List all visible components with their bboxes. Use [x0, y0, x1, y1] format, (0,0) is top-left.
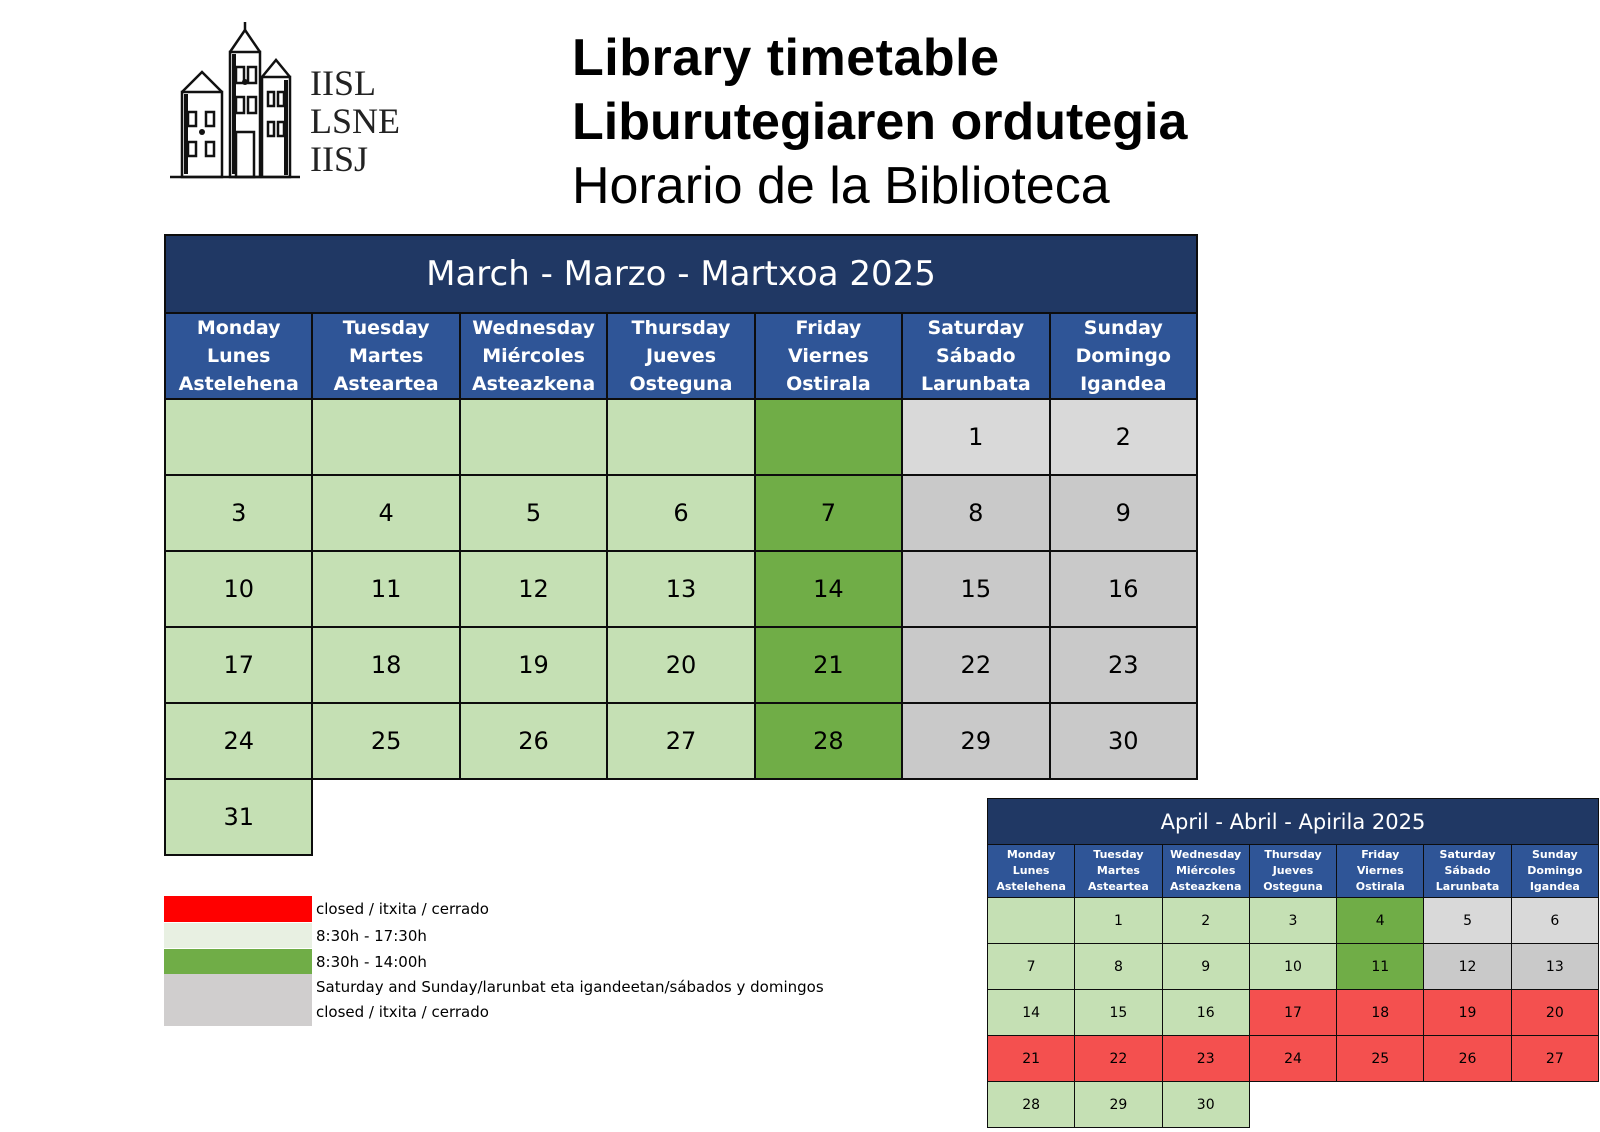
- page-titles: [572, 26, 1187, 218]
- institute-logo: [170, 22, 410, 192]
- building-sketch-icon: [170, 22, 300, 192]
- calendar-day-cell: [312, 399, 459, 475]
- calendar-day-cell: 27: [607, 703, 754, 779]
- calendar-week-row: [988, 990, 1599, 1036]
- calendar-day-cell: 14: [755, 551, 902, 627]
- weekday-label: Lunes: [1012, 864, 1050, 877]
- calendar-empty-cell: [1511, 1082, 1598, 1128]
- weekday-label: Tuesday: [342, 317, 430, 339]
- calendar-day-cell: 20: [607, 627, 754, 703]
- calendar-day-cell: 6: [1511, 898, 1598, 944]
- calendar-day-cell: 14: [988, 990, 1075, 1036]
- weekday-header: [1162, 845, 1249, 898]
- weekday-label: Monday: [1006, 848, 1056, 861]
- legend-swatch: [164, 949, 312, 974]
- calendar-day-cell: 31: [165, 779, 312, 855]
- calendar-day-cell: 30: [1050, 703, 1197, 779]
- weekday-label: Martes: [348, 345, 424, 367]
- calendar-day-cell: 5: [460, 475, 607, 551]
- calendar-day-cell: 16: [1162, 990, 1249, 1036]
- calendar-day-cell: 13: [1511, 944, 1598, 990]
- weekday-label: Asteartea: [333, 373, 439, 395]
- legend-label: closed / itxita / cerrado: [316, 900, 489, 918]
- calendar-day-cell: 25: [312, 703, 459, 779]
- calendar-week-row: [988, 898, 1599, 944]
- calendar-day-cell: 25: [1337, 1036, 1424, 1082]
- calendar-day-cell: [755, 399, 902, 475]
- calendar-day-cell: [165, 399, 312, 475]
- weekday-label: Domingo: [1527, 864, 1583, 877]
- logo-line: LSNE: [310, 101, 400, 141]
- legend-item-half-day: [164, 949, 864, 975]
- logo-line: IISL: [310, 63, 376, 103]
- april-calendar: [987, 798, 1599, 1128]
- weekday-header: [1075, 845, 1162, 898]
- weekday-label: Wednesday: [1170, 848, 1242, 861]
- logo-line: IISJ: [310, 139, 369, 179]
- weekday-label: Osteguna: [1263, 880, 1323, 893]
- weekday-label: Wednesday: [472, 317, 595, 339]
- calendar-empty-cell: [460, 779, 607, 855]
- calendar-day-cell: 19: [460, 627, 607, 703]
- calendar-day-cell: 3: [165, 475, 312, 551]
- calendar-day-cell: 13: [607, 551, 754, 627]
- calendar-day-cell: 4: [312, 475, 459, 551]
- weekday-header: [607, 313, 754, 399]
- weekday-label: Asteazkena: [1170, 880, 1242, 893]
- legend-swatch: [164, 974, 312, 1026]
- weekday-label: Viernes: [1356, 864, 1404, 877]
- calendar-day-cell: 21: [755, 627, 902, 703]
- weekday-label: Larunbata: [1435, 880, 1500, 893]
- calendar-week-row: [165, 399, 1197, 475]
- calendar-empty-cell: [1424, 1082, 1511, 1128]
- calendar-day-cell: 22: [902, 627, 1049, 703]
- weekday-label: Saturday: [927, 317, 1025, 339]
- legend-label: Saturday and Sunday/larunbat eta igandeetan/sábados y domingos: [316, 978, 824, 996]
- weekday-label: Viernes: [787, 345, 869, 367]
- calendar-day-cell: 1: [902, 399, 1049, 475]
- calendar-day-cell: 2: [1162, 898, 1249, 944]
- calendar-week-row: [165, 627, 1197, 703]
- weekday-label: Osteguna: [629, 373, 733, 395]
- calendar-day-cell: 1: [1075, 898, 1162, 944]
- weekday-label: Thursday: [1264, 848, 1322, 861]
- weekday-label: Miércoles: [1175, 864, 1236, 877]
- calendar-day-cell: 18: [312, 627, 459, 703]
- calendar-day-cell: 17: [165, 627, 312, 703]
- weekday-label: Larunbata: [920, 373, 1031, 395]
- weekday-label: Monday: [196, 317, 281, 339]
- calendar-day-cell: 26: [1424, 1036, 1511, 1082]
- calendar-day-cell: 21: [988, 1036, 1075, 1082]
- march-calendar-title: March - Marzo - Martxoa 2025: [165, 235, 1197, 313]
- calendar-week-row: [165, 475, 1197, 551]
- calendar-day-cell: 19: [1424, 990, 1511, 1036]
- weekday-label: Sábado: [1444, 864, 1491, 877]
- calendar-empty-cell: [312, 779, 459, 855]
- title-english: Library timetable: [572, 29, 1000, 87]
- weekday-label: Tuesday: [1093, 848, 1144, 861]
- calendar-week-row: [165, 703, 1197, 779]
- calendar-day-cell: 22: [1075, 1036, 1162, 1082]
- calendar-day-cell: 3: [1249, 898, 1336, 944]
- calendar-day-cell: 18: [1337, 990, 1424, 1036]
- calendar-empty-cell: [755, 779, 902, 855]
- weekday-label: Astelehena: [178, 373, 299, 395]
- calendar-day-cell: 26: [460, 703, 607, 779]
- weekday-label: Igandea: [1529, 880, 1580, 893]
- legend-label: 8:30h - 17:30h: [316, 927, 427, 945]
- calendar-week-row: [988, 944, 1599, 990]
- calendar-day-cell: 29: [902, 703, 1049, 779]
- calendar-day-cell: 16: [1050, 551, 1197, 627]
- weekday-header: [165, 313, 312, 399]
- weekday-header: [312, 313, 459, 399]
- calendar-week-row: [165, 551, 1197, 627]
- calendar-day-cell: 24: [1249, 1036, 1336, 1082]
- calendar-day-cell: 20: [1511, 990, 1598, 1036]
- calendar-day-cell: 12: [1424, 944, 1511, 990]
- weekday-label: Martes: [1096, 864, 1140, 877]
- april-calendar-title: April - Abril - Apirila 2025: [988, 799, 1599, 845]
- calendar-day-cell: 12: [460, 551, 607, 627]
- calendar-day-cell: 30: [1162, 1082, 1249, 1128]
- title-basque: Liburutegiaren ordutegia: [572, 93, 1188, 151]
- weekday-label: Ostirala: [1355, 880, 1405, 893]
- weekday-header: [902, 313, 1049, 399]
- weekday-label: Sunday: [1083, 317, 1163, 339]
- weekday-label: Jueves: [1272, 864, 1314, 877]
- legend-item-closed: [164, 896, 864, 923]
- calendar-day-cell: 7: [988, 944, 1075, 990]
- legend-swatch: [164, 923, 312, 948]
- calendar-day-cell: [607, 399, 754, 475]
- calendar-day-cell: 27: [1511, 1036, 1598, 1082]
- weekday-header: [1249, 845, 1336, 898]
- calendar-empty-cell: [607, 779, 754, 855]
- legend-item-full-day: [164, 923, 864, 949]
- weekday-header: [755, 313, 902, 399]
- calendar-day-cell: 11: [1337, 944, 1424, 990]
- legend-swatch: [164, 896, 312, 922]
- calendar-day-cell: 8: [902, 475, 1049, 551]
- calendar-day-cell: 10: [1249, 944, 1336, 990]
- calendar-day-cell: [988, 898, 1075, 944]
- calendar-day-cell: 7: [755, 475, 902, 551]
- weekday-label: Igandea: [1080, 373, 1167, 395]
- calendar-week-row: [988, 1082, 1599, 1128]
- calendar-day-cell: 5: [1424, 898, 1511, 944]
- weekday-label: Jueves: [645, 345, 716, 367]
- march-calendar: [164, 234, 1198, 856]
- weekday-label: Sunday: [1531, 848, 1578, 861]
- calendar-day-cell: 23: [1050, 627, 1197, 703]
- legend-label: 8:30h - 14:00h: [316, 953, 427, 971]
- weekday-header: [1511, 845, 1598, 898]
- calendar-day-cell: 15: [1075, 990, 1162, 1036]
- calendar-day-cell: 9: [1050, 475, 1197, 551]
- weekday-label: Sábado: [936, 345, 1016, 367]
- weekday-header: [988, 845, 1075, 898]
- weekday-label: Miércoles: [482, 345, 585, 367]
- weekday-label: Friday: [1361, 848, 1400, 861]
- weekday-label: Asteartea: [1088, 880, 1149, 893]
- calendar-day-cell: 10: [165, 551, 312, 627]
- title-spanish: Horario de la Biblioteca: [572, 157, 1110, 215]
- weekday-label: Friday: [795, 317, 862, 339]
- weekday-label: Thursday: [631, 317, 731, 339]
- weekday-header: [1337, 845, 1424, 898]
- weekday-header: [460, 313, 607, 399]
- calendar-week-row: [988, 1036, 1599, 1082]
- calendar-day-cell: 11: [312, 551, 459, 627]
- weekday-label: Asteazkena: [471, 373, 596, 395]
- weekday-label: Saturday: [1439, 848, 1496, 861]
- calendar-day-cell: [460, 399, 607, 475]
- calendar-day-cell: 24: [165, 703, 312, 779]
- calendar-day-cell: 28: [755, 703, 902, 779]
- weekday-label: Lunes: [207, 345, 271, 367]
- calendar-day-cell: 15: [902, 551, 1049, 627]
- logo-text: [310, 64, 400, 178]
- calendar-day-cell: 17: [1249, 990, 1336, 1036]
- weekday-label: Astelehena: [996, 880, 1066, 893]
- legend-label: closed / itxita / cerrado: [316, 1003, 489, 1021]
- calendar-day-cell: 2: [1050, 399, 1197, 475]
- calendar-day-cell: 4: [1337, 898, 1424, 944]
- weekday-header: [1424, 845, 1511, 898]
- weekday-label: Domingo: [1075, 345, 1171, 367]
- calendar-empty-cell: [1249, 1082, 1336, 1128]
- calendar-day-cell: 29: [1075, 1082, 1162, 1128]
- calendar-day-cell: 23: [1162, 1036, 1249, 1082]
- calendar-day-cell: 8: [1075, 944, 1162, 990]
- legend-item-weekend: [164, 974, 864, 1026]
- calendar-day-cell: 6: [607, 475, 754, 551]
- calendar-day-cell: 28: [988, 1082, 1075, 1128]
- weekday-header: [1050, 313, 1197, 399]
- weekday-label: Ostirala: [786, 373, 871, 395]
- calendar-day-cell: 9: [1162, 944, 1249, 990]
- calendar-empty-cell: [1337, 1082, 1424, 1128]
